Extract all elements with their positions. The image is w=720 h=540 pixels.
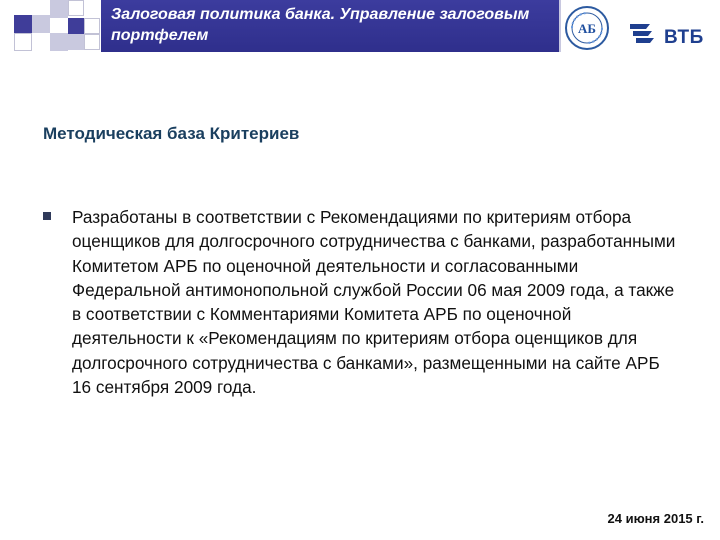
decor-square: [50, 33, 68, 51]
decor-square: [84, 18, 100, 34]
square-bullet-icon: [43, 212, 51, 220]
seal-label: АБ: [578, 21, 596, 36]
header-title: Залоговая политика банка. Управление залоговым портфелем: [111, 6, 530, 44]
decor-square: [50, 0, 68, 18]
decor-square: [14, 33, 32, 51]
slide-title: Методическая база Критериев: [43, 124, 300, 143]
decor-square: [14, 15, 32, 33]
bullet-text: Разработаны в соответствии с Рекомендациями по критериям отбора оценщиков для долгосрочного сотрудничества с банками, разработанными Комитетом АРБ по оценочной деятельности и согласованными Федеральной антимонопольной службой России 06 мая 2009 года, а также в соответствии с Комментариями Комитета АРБ по оценочной деятельности к «Рекомендациям по критериям отбора оценщиков для долгосрочного сотрудничества с банками», размещенными на сайте АРБ 16 сентября 2009 года.: [72, 207, 676, 398]
decor-square: [68, 18, 84, 34]
header-band: [0, 0, 720, 60]
brand-name: ВТБ: [664, 27, 704, 48]
decor-square: [84, 34, 100, 50]
bank-association-seal-icon: [564, 5, 610, 51]
header-title-block: [101, 0, 561, 52]
decor-square: [32, 15, 50, 33]
footer-date: 24 июня 2015 г.: [607, 511, 704, 526]
decor-square: [68, 34, 84, 50]
decor-square: [68, 0, 84, 16]
